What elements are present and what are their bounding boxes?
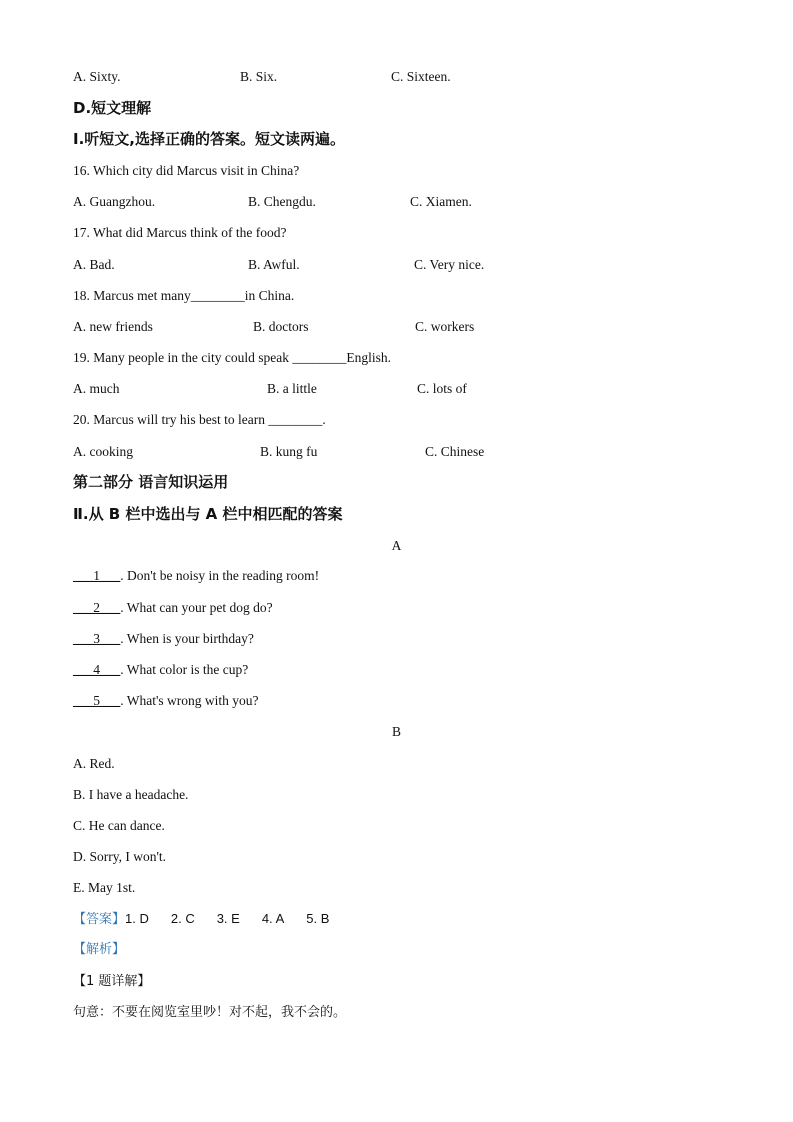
detail-text: 句意：不要在阅览室里吵！对不起，我不会的。 [73, 1005, 347, 1020]
answer-item: 1. D [125, 911, 149, 926]
column-a-item [73, 692, 259, 710]
analysis-label: 【解析】 [73, 942, 126, 957]
column-a-item [73, 599, 273, 617]
q18-option-a: A. new friends [73, 319, 153, 334]
q18-option-c: C. workers [415, 319, 475, 334]
q19-option-c: C. lots of [417, 381, 467, 396]
section-i-title: Ⅰ.听短文,选择正确的答案。短文读两遍。 [73, 130, 345, 148]
q19-option-b: B. a little [267, 381, 317, 396]
q19-option-a: A. much [73, 381, 120, 396]
column-a-item-text: . What color is the cup? [120, 662, 249, 677]
q20-option-c: C. Chinese [425, 444, 485, 459]
section-d-title: D.短文理解 [73, 99, 152, 117]
q17-option-b: B. Awful. [248, 257, 300, 272]
column-a-item [73, 567, 319, 585]
q20-option-b: B. kung fu [260, 444, 318, 459]
column-b-item: A. Red. [73, 756, 115, 771]
column-b-item: E. May 1st. [73, 880, 136, 895]
question-18: 18. Marcus met many________in China. [73, 288, 295, 303]
q18-option-b: B. doctors [253, 319, 309, 334]
answer-item: 4. A [261, 911, 285, 926]
column-a-label: A [391, 538, 402, 553]
column-a-item [73, 661, 248, 679]
q15-option-b: B. Six. [240, 69, 278, 84]
column-b-item: C. He can dance. [73, 818, 165, 833]
question-17: 17. What did Marcus think of the food? [73, 225, 287, 240]
q20-option-a: A. cooking [73, 444, 133, 459]
column-a-item-text: . What can your pet dog do? [120, 600, 273, 615]
q15-option-c: C. Sixteen. [391, 69, 451, 84]
part-2-title: 第二部分 语言知识运用 [73, 473, 229, 491]
column-a-item [73, 630, 254, 648]
column-b-item: B. I have a headache. [73, 787, 189, 802]
answer-blank[interactable]: ___4___ [73, 662, 121, 677]
question-16: 16. Which city did Marcus visit in China? [73, 163, 300, 178]
q15-option-a: A. Sixty. [73, 69, 121, 84]
q16-option-b: B. Chengdu. [248, 194, 316, 209]
answer-blank[interactable]: ___2___ [73, 600, 121, 615]
column-b-label: B [391, 724, 401, 739]
answer-item: 5. B [306, 911, 330, 926]
answer-blank[interactable]: ___5___ [73, 693, 121, 708]
q17-option-c: C. Very nice. [414, 257, 485, 272]
section-ii-title: Ⅱ.从 B 栏中选出与 A 栏中相匹配的答案 [73, 505, 343, 523]
answer-blank[interactable]: ___3___ [73, 631, 121, 646]
column-b-item: D. Sorry, I won't. [73, 849, 167, 864]
column-a-item-text: . Don't be noisy in the reading room! [120, 568, 320, 583]
answer-line [73, 910, 351, 929]
q16-option-c: C. Xiamen. [410, 194, 472, 209]
detail-label: 【1 题详解】 [73, 974, 151, 989]
answer-item: 2. C [170, 911, 195, 926]
answer-item: 3. E [216, 911, 240, 926]
q17-option-a: A. Bad. [73, 257, 115, 272]
column-a-item-text: . When is your birthday? [120, 631, 254, 646]
answer-blank[interactable]: ___1___ [73, 568, 121, 583]
answer-label: 【答案】 [73, 912, 126, 927]
question-19: 19. Many people in the city could speak ________English. [73, 350, 391, 365]
column-a-item-text: . What's wrong with you? [120, 693, 259, 708]
question-20: 20. Marcus will try his best to learn ________. [73, 412, 326, 427]
q16-option-a: A. Guangzhou. [73, 194, 156, 209]
